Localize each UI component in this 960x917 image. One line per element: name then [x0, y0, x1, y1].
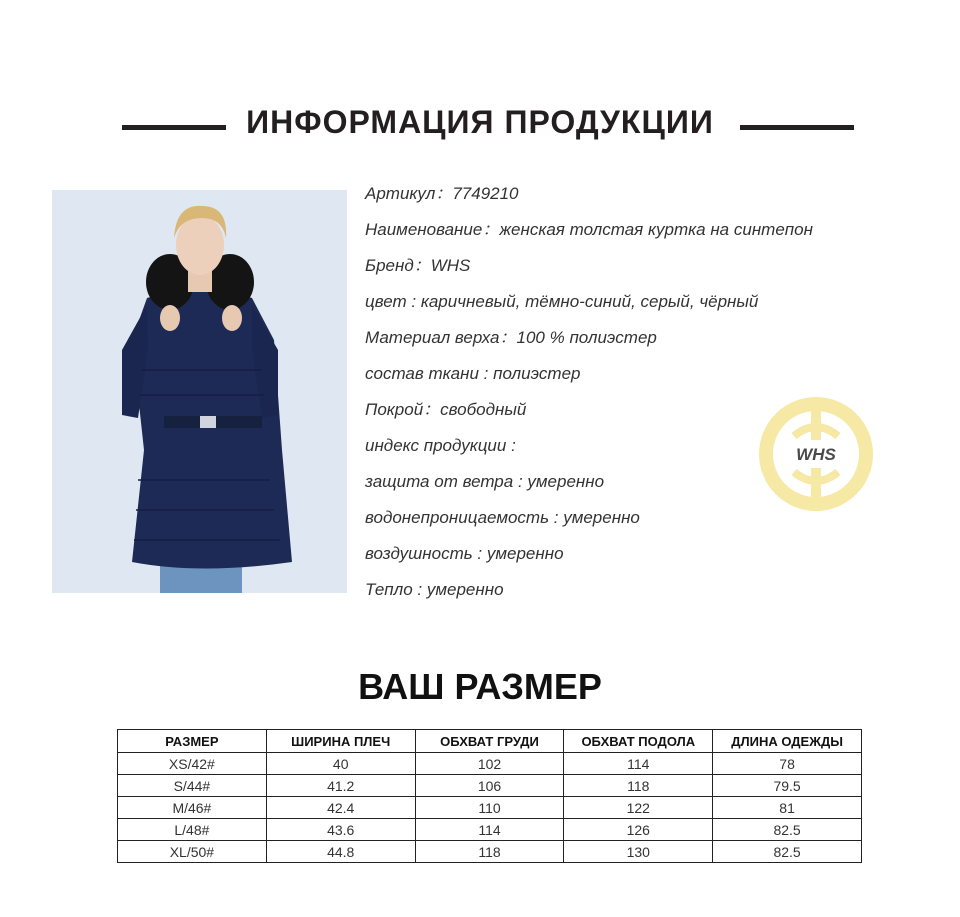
detail-outer-material: Материал верха：100 % полиэстер	[365, 328, 657, 347]
table-cell: 114	[564, 753, 713, 775]
table-row	[118, 841, 862, 863]
table-cell: 78	[713, 753, 862, 775]
table-row	[118, 753, 862, 775]
brand-logo	[756, 396, 876, 512]
size-table-header-row	[118, 730, 862, 753]
table-cell: M/46#	[118, 797, 267, 819]
logo-text: WHS	[796, 445, 836, 464]
table-cell: 82.5	[713, 841, 862, 863]
column-header-length: ДЛИНА ОДЕЖДЫ	[713, 730, 862, 753]
header-divider-right	[740, 125, 854, 130]
table-cell: L/48#	[118, 819, 267, 841]
table-cell: XS/42#	[118, 753, 267, 775]
product-details-list	[365, 182, 813, 614]
table-cell: 41.2	[266, 775, 415, 797]
table-cell: 102	[415, 753, 564, 775]
detail-breathability: воздушность : умеренно	[365, 544, 564, 563]
detail-article: Артикул：7749210	[365, 184, 519, 203]
table-cell: 81	[713, 797, 862, 819]
table-cell: 110	[415, 797, 564, 819]
table-cell: 122	[564, 797, 713, 819]
column-header-chest: ОБХВАТ ГРУДИ	[415, 730, 564, 753]
table-cell: 114	[415, 819, 564, 841]
size-table	[117, 729, 862, 863]
table-cell: 82.5	[713, 819, 862, 841]
detail-warmth: Тепло : умеренно	[365, 580, 504, 599]
column-header-size: РАЗМЕР	[118, 730, 267, 753]
detail-fit: Покрой：свободный	[365, 400, 527, 419]
column-header-hem: ОБХВАТ ПОДОЛА	[564, 730, 713, 753]
table-cell: 118	[415, 841, 564, 863]
model-illustration	[52, 190, 347, 593]
table-cell: 40	[266, 753, 415, 775]
table-cell: S/44#	[118, 775, 267, 797]
table-row	[118, 797, 862, 819]
product-photo	[52, 190, 347, 593]
table-cell: 44.8	[266, 841, 415, 863]
detail-name: Наименование：женская толстая куртка на синтепон	[365, 220, 813, 239]
table-cell: 42.4	[266, 797, 415, 819]
table-cell: 106	[415, 775, 564, 797]
detail-product-index: индекс продукции :	[365, 436, 516, 455]
table-row	[118, 775, 862, 797]
table-cell: 130	[564, 841, 713, 863]
detail-color: цвет : каричневый, тёмно-синий, серый, чёрный	[365, 292, 759, 311]
table-row	[118, 819, 862, 841]
table-cell: 126	[564, 819, 713, 841]
table-cell: 118	[564, 775, 713, 797]
detail-waterproof: водонепроницаемость : умеренно	[365, 508, 640, 527]
detail-brand: Бренд：WHS	[365, 256, 471, 275]
page-title: ИНФОРМАЦИЯ ПРОДУКЦИИ	[246, 104, 714, 140]
table-cell: 43.6	[266, 819, 415, 841]
size-section-title: ВАШ РАЗМЕР	[358, 666, 602, 707]
table-cell: XL/50#	[118, 841, 267, 863]
table-cell: 79.5	[713, 775, 862, 797]
detail-fabric: состав ткани : полиэстер	[365, 364, 581, 383]
detail-wind-protection: защита от ветра : умеренно	[365, 472, 605, 491]
column-header-shoulder: ШИРИНА ПЛЕЧ	[266, 730, 415, 753]
